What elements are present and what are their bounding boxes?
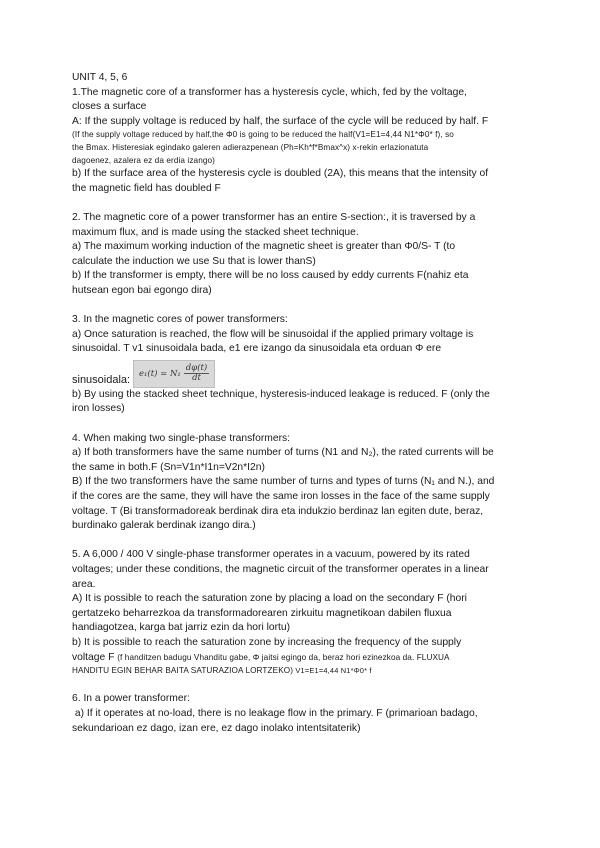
q1-option-b-line: the magnetic field has doubled F (72, 182, 221, 194)
q4-option-b-line: B) If the two transformers have the same number of turns and types of turns (N₁ and N.), and (72, 476, 495, 488)
q5-b-lead: voltage F (72, 651, 115, 663)
q5-b-note: (f handitzen badugu Vhanditu gabe, Φ jaitsi egingo da, beraz hori ezinezkoa da. FLUXUA (117, 652, 450, 662)
question-2 (72, 211, 532, 299)
question-5 (72, 548, 532, 677)
q4-stem: 4. When making two single-phase transformers: (72, 432, 291, 444)
q5-option-b-line: b) It is possible to reach the saturation zone by increasing the frequency of the supply (72, 636, 462, 648)
q1-option-b-line: b) If the surface area of the hysteresis cycle is doubled (2A), this means that the intensity of (72, 168, 489, 180)
q5-b-note-cont: HANDITU EGIN BEHAR BAITA SATURAZIOA LORTZEKO) (72, 666, 294, 676)
q5-option-b-line (72, 651, 532, 666)
faraday-formula-image (133, 360, 215, 388)
q6-stem: 6. In a power transformer: (72, 693, 190, 705)
q3-option-b-line: iron losses) (72, 403, 125, 415)
q5-stem-line: voltages; under these conditions, the magnetic circuit of the transformer operates in a linear (72, 564, 489, 575)
q2-stem-line: 2. The magnetic core of a power transformer has an entire S-section:, it is traversed by a (72, 211, 476, 223)
q6-option-a-line: a) If it operates at no-load, there is no leakage flow in the primary. F (primarioan badago, (72, 707, 478, 719)
q4-option-b-line: if the cores are the same, they will have the same iron losses in the face of the same supply (72, 491, 490, 503)
q3-formula-line (72, 358, 532, 388)
q5-option-a-line: gertatzeko beharrezkoa da transformadorearen zirkuitu magnetikoan dabilen fluxua (72, 607, 452, 619)
q5-option-a-line: handiagotzea, karga bat jarriz ezin da hori lortu) (72, 622, 291, 634)
q4-option-a-line: a) If both transformers have the same number of turns (N1 and N₂), the rated currents will be (72, 447, 494, 459)
q1-stem-line: 1.The magnetic core of a transformer has a hysteresis cycle, which, fed by the voltage, (72, 86, 467, 98)
q2-option-a-line: calculate the induction we use Su that is lower thanS) (72, 255, 316, 267)
q1-a-note-line: (If the supply voltage reduced by half,the Φ0 is going to be reduced the half(V1=E1=4,44 N1*Φ0* f), so (72, 130, 454, 140)
question-6 (72, 692, 532, 736)
q1-a-note-line: dagoenez, azalera ez da erdia izango) (72, 155, 215, 165)
q2-stem-line: maximum flux, and is made using the stacked sheet technique. (72, 226, 359, 238)
q5-option-a-line: A) It is possible to reach the saturation zone by placing a load on the secondary F (hori (72, 593, 467, 605)
document-title: UNIT 4, 5, 6 (72, 72, 128, 83)
q5-b-note-line (72, 665, 532, 678)
formula-lhs: e₁(t) = N₁ (138, 368, 181, 379)
q2-option-a-line: a) The maximum working induction of the magnetic sheet is greater than Φ0/S- T (to (72, 241, 456, 253)
formula-numerator: dφ(t) (185, 363, 208, 374)
document-body (72, 71, 532, 736)
q3-option-a-line: a) Once saturation is reached, the flow will be sinusoidal if the applied primary voltage is (72, 328, 474, 340)
question-4 (72, 432, 532, 534)
q3-option-b-line: b) By using the stacked sheet technique, hysteresis-induced leakage is reduced. F (only the (72, 388, 490, 400)
q2-option-b-line: b) If the transformer is empty, there will be no loss caused by eddy currents F(nahiz eta (72, 270, 469, 282)
question-1 (72, 86, 532, 197)
q4-option-b-line: voltage. T (Bi transformadoreak berdinak dira eta indukzio berdinaz lan egiten dute, beraz, (72, 505, 484, 517)
formula-denominator: dt (192, 373, 201, 384)
q5-stem-line: 5. A 6,000 / 400 V single-phase transformer operates in a vacuum, powered by its rated (72, 549, 470, 561)
q1-stem-line: closes a surface (72, 101, 147, 113)
q6-option-a-line: sekundarioan ez dago, izan ere, ez dago inolako intentsitaterik) (72, 722, 361, 734)
q4-option-b-line: burdinako galerak berdinak izango dira.) (72, 520, 256, 532)
formula-fraction (184, 364, 209, 383)
q3-stem: 3. In the magnetic cores of power transformers: (72, 314, 288, 326)
q2-option-b-line: hutsean egon bai egongo dira) (72, 284, 212, 296)
q3-formula-lead: sinusoidala: (72, 374, 131, 387)
q4-option-a-line: the same in both.F (Sn=V1n*I1n=V2n*I2n) (72, 461, 265, 473)
q3-option-a-line: sinusoidal. T v1 sinusoidala bada, e1 ere izango da sinusoidala eta orduan Φ ere (72, 343, 442, 355)
q1-a-note-line: the Bmax. Histeresiak egindako galeren adierazpenean (Ph=Kh*f*Bmax^x) x-rekin erlazionatuta (72, 142, 429, 152)
q5-b-formula: V1=E1=4,44 N1*Φ0* f (295, 666, 372, 676)
question-3 (72, 313, 532, 417)
q1-option-a: A: If the supply voltage is reduced by half, the surface of the cycle will be reduced by half. F (72, 115, 489, 127)
q5-stem-line: area. (72, 578, 96, 590)
